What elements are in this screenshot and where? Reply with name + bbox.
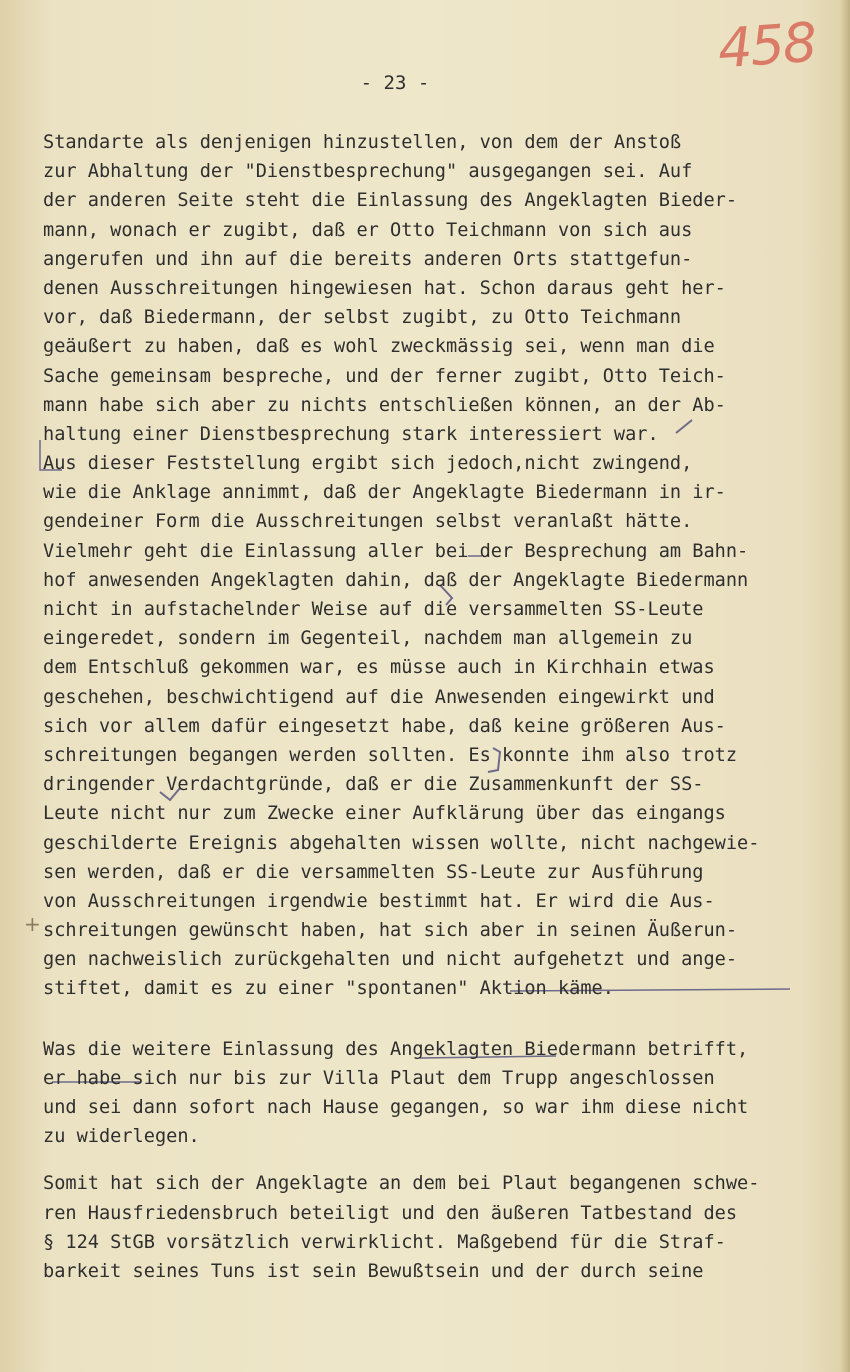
text-line: sich vor allem dafür eingesetzt habe, daß keine größeren Aus- [43, 715, 726, 737]
text-line: haltung einer Dienstbesprechung stark interessiert war. [43, 423, 659, 445]
text-line: geschehen, beschwichtigend auf die Anwesenden eingewirkt und [43, 686, 715, 708]
text-line: Somit hat sich der Angeklagte an dem bei Plaut begangenen schwe- [43, 1173, 760, 1195]
page-edge-shadow [840, 0, 850, 1372]
text-line: er habe sich nur bis zur Villa Plaut dem Trupp angeschlossen [43, 1067, 715, 1089]
text-line: dem Entschluß gekommen war, es müsse auch in Kirchhain etwas [43, 657, 715, 679]
paragraph-gap [43, 1004, 823, 1035]
text-line: gendeiner Form die Ausschreitungen selbst veranlaßt hätte. [43, 511, 693, 533]
text-line: geäußert zu haben, daß es wohl zweckmässig sei, wenn man die [43, 336, 715, 358]
paragraph-2 [43, 1035, 823, 1152]
text-line: hof anwesenden Angeklagten dahin, daß der Angeklagte Biedermann [43, 569, 749, 591]
text-line: ren Hausfriedensbruch beteiligt und den äußeren Tatbestand des [43, 1202, 738, 1224]
text-line: angerufen und ihn auf die bereits anderen Orts stattgefun- [43, 248, 693, 270]
paragraph-1 [43, 128, 823, 1004]
text-line: denen Ausschreitungen hingewiesen hat. Schon daraus geht her- [43, 277, 726, 299]
text-line: von Ausschreitungen irgendwie bestimmt hat. Er wird die Aus- [43, 890, 715, 912]
paragraph-gap [43, 1151, 823, 1169]
archive-page-stamp: 458 [715, 10, 818, 81]
document-body [43, 128, 823, 1286]
text-line: mann, wonach er zugibt, daß er Otto Teichmann von sich aus [43, 219, 693, 241]
text-line: Aus dieser Feststellung ergibt sich jedoch,nicht zwingend, [43, 453, 693, 475]
text-line: Standarte als denjenigen hinzustellen, von dem der Anstoß [43, 132, 682, 153]
text-line: Leute nicht nur zum Zwecke einer Aufklärung über das eingangs [43, 803, 726, 825]
text-line: geschilderte Ereignis abgehalten wissen wollte, nicht nachgewie- [43, 832, 760, 854]
margin-mark: + [24, 912, 41, 936]
text-line: zur Abhaltung der "Dienstbesprechung" ausgegangen sei. Auf [43, 161, 693, 183]
text-line: gen nachweislich zurückgehalten und nicht aufgehetzt und ange- [43, 949, 738, 971]
text-line: Vielmehr geht die Einlassung aller bei der Besprechung am Bahn- [43, 540, 749, 562]
text-line: und sei dann sofort nach Hause gegangen, so war ihm diese nicht [43, 1097, 749, 1118]
text-line: vor, daß Biedermann, der selbst zugibt, zu Otto Teichmann [43, 307, 682, 329]
text-line: nicht in aufstachelnder Weise auf die versammelten SS-Leute [43, 599, 704, 620]
page-number: - 23 - [360, 72, 430, 94]
text-line: zu widerlegen. [43, 1126, 200, 1148]
text-line: Was die weitere Einlassung des Angeklagten Biedermann betrifft, [43, 1038, 749, 1060]
text-line: dringender Verdachtgründe, daß er die Zusammenkunft der SS- [43, 774, 704, 796]
text-line: stiftet, damit es zu einer "spontanen" Aktion käme. [43, 978, 614, 1000]
text-line: schreitungen gewünscht haben, hat sich aber in seinen Äußerun- [43, 920, 738, 942]
text-line: mann habe sich aber zu nichts entschließen können, an der Ab- [43, 394, 726, 416]
text-line: Sache gemeinsam bespreche, und der ferner zugibt, Otto Teich- [43, 365, 726, 387]
paragraph-3 [43, 1169, 823, 1286]
text-line: der anderen Seite steht die Einlassung des Angeklagten Bieder- [43, 190, 738, 212]
text-line: § 124 StGB vorsätzlich verwirklicht. Maßgebend für die Straf- [43, 1231, 726, 1253]
text-line: eingeredet, sondern im Gegenteil, nachdem man allgemein zu [43, 628, 693, 650]
text-line: schreitungen begangen werden sollten. Es konnte ihm also trotz [43, 744, 738, 766]
text-line: wie die Anklage annimmt, daß der Angeklagte Biedermann in ir- [43, 482, 726, 504]
text-line: sen werden, daß er die versammelten SS-Leute zur Ausführung [43, 861, 704, 883]
text-line: barkeit seines Tuns ist sein Bewußtsein und der durch seine [43, 1260, 704, 1282]
